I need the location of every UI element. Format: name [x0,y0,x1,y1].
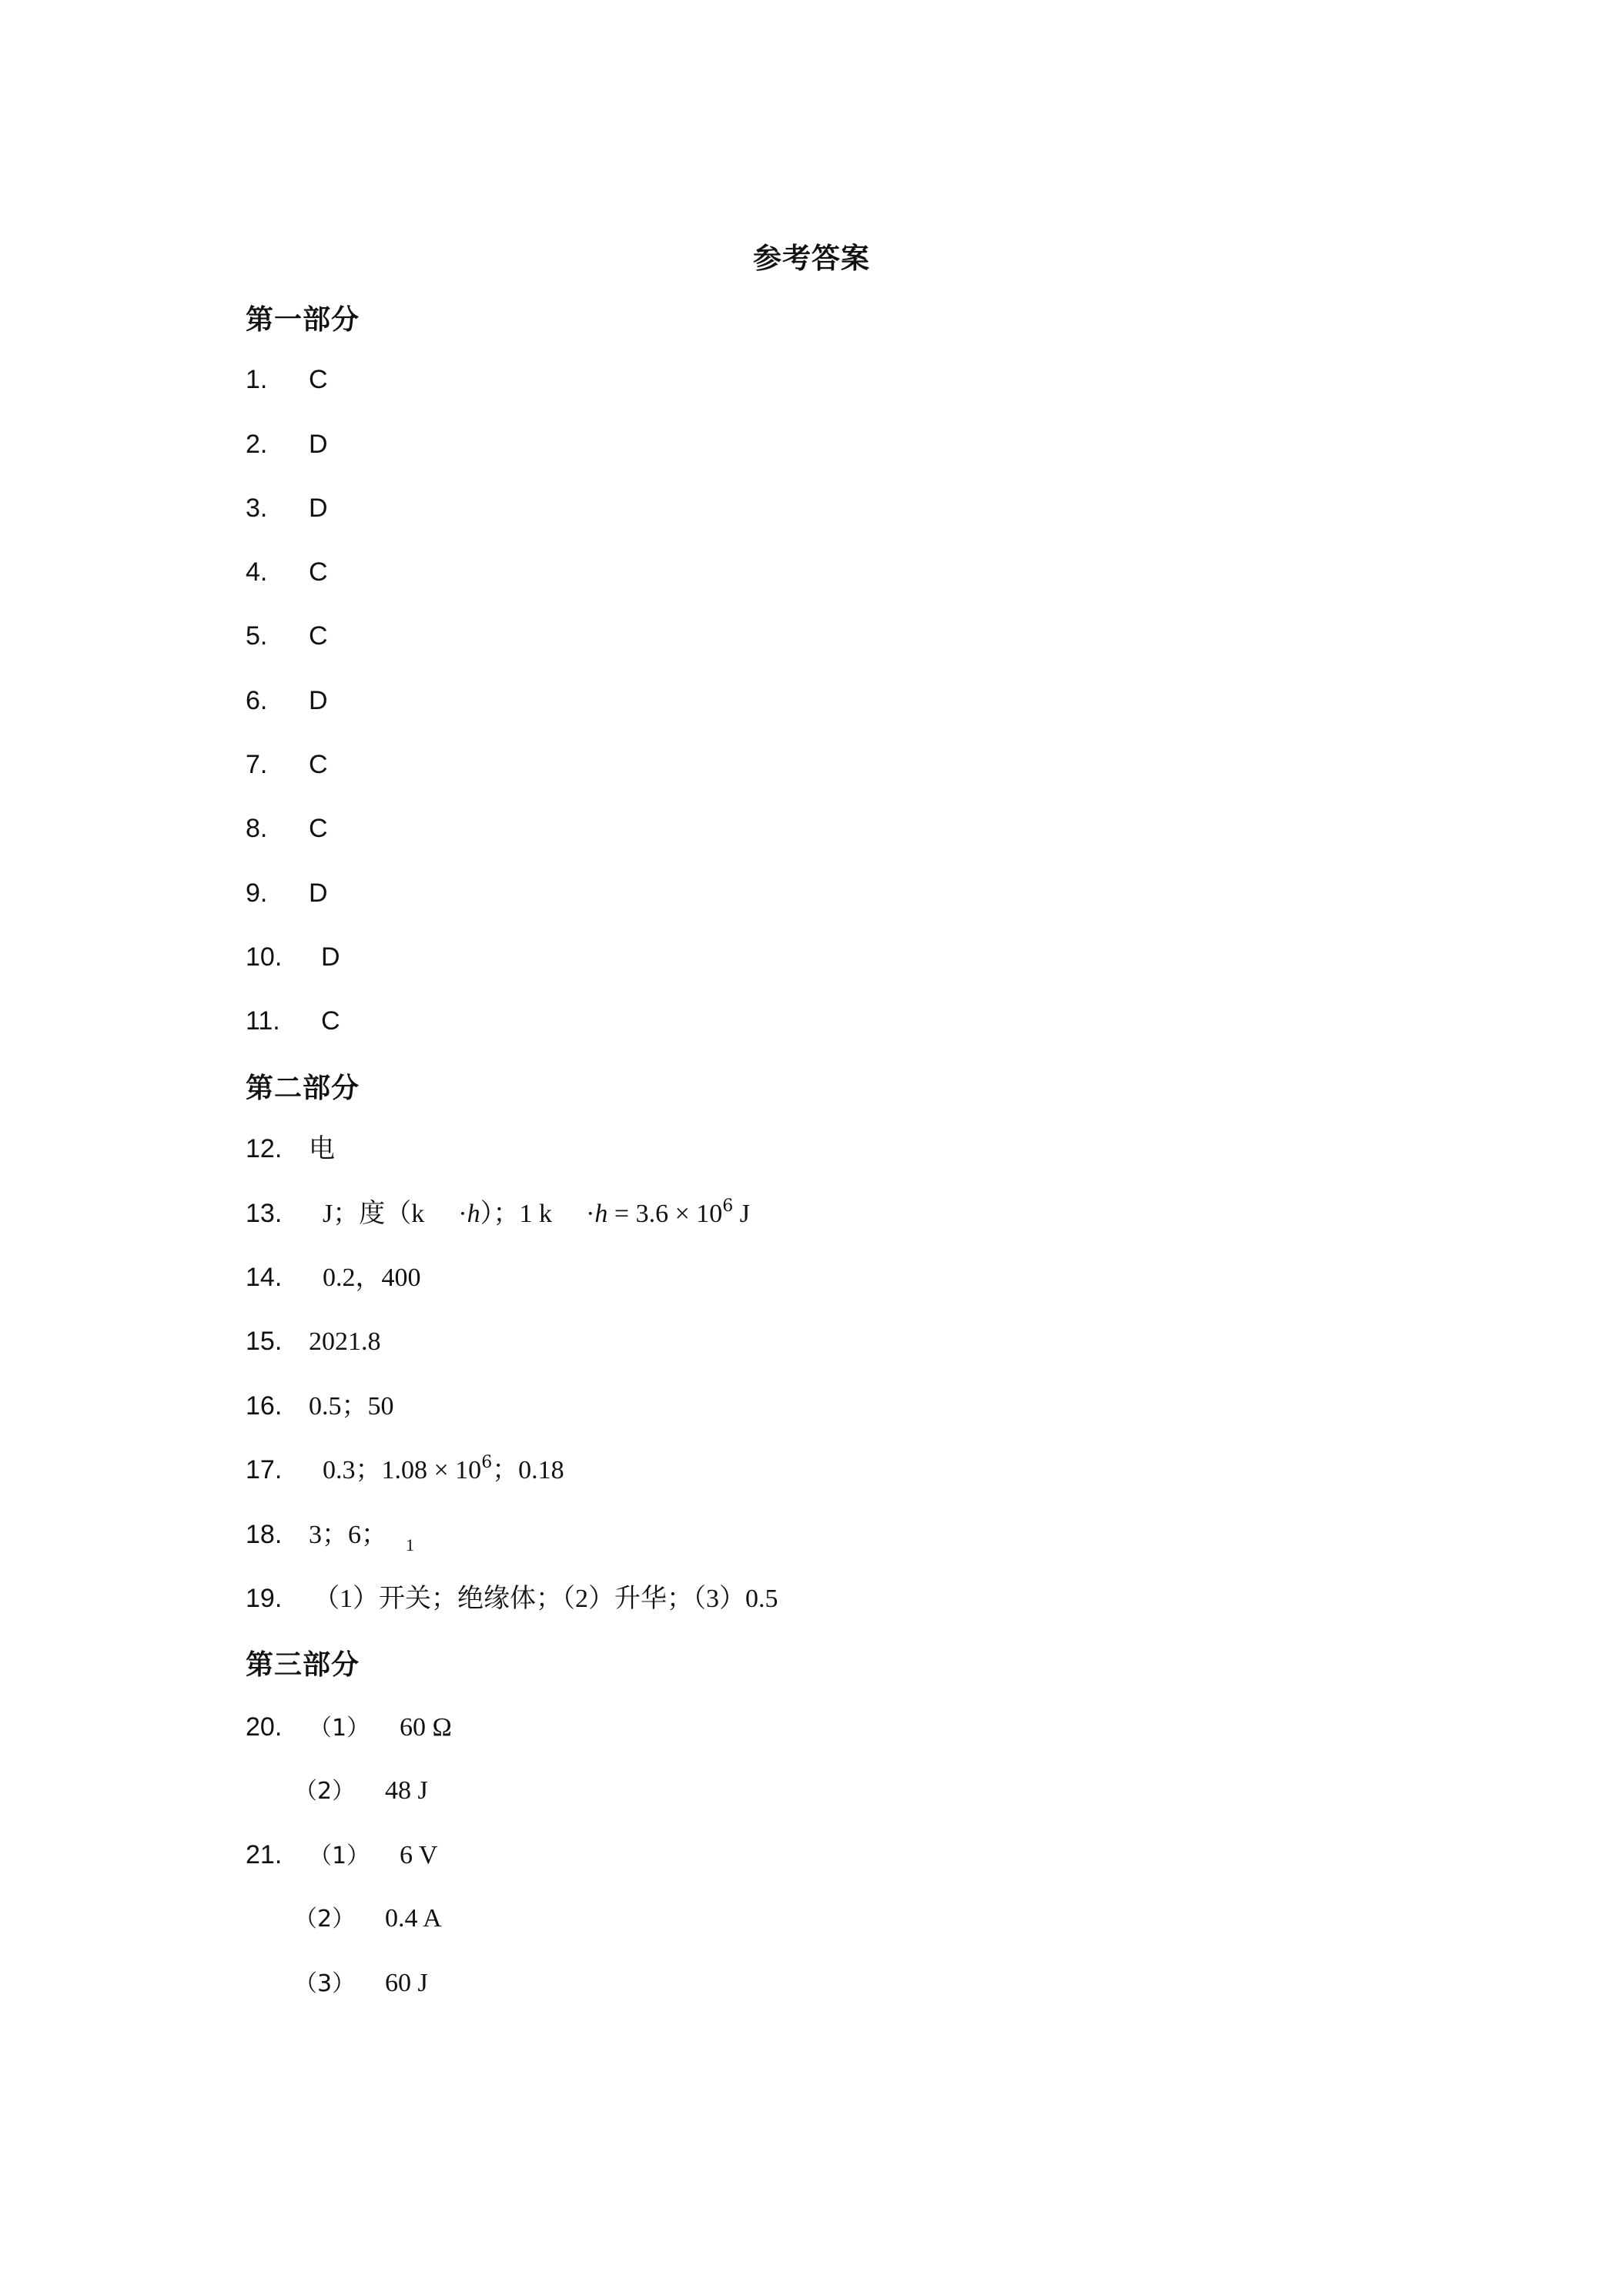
page-title: 参考答案 [753,242,870,275]
answer-row-4 [246,553,328,591]
answer-text: 2021.8 [309,1327,381,1356]
answer-text: 6 V [400,1841,438,1869]
question-number: 8. [246,814,268,843]
answer-text: C [309,621,328,651]
answer-fraction-fragment: 1 [406,1535,414,1555]
answer-exponent: 6 [481,1453,493,1472]
answer-text-part-a: J；度（k [323,1200,425,1228]
question-number: 3. [246,494,268,523]
answer-row-21 [246,1836,437,1874]
answer-dot: · [458,1200,467,1228]
answer-text-part-b: ；0.18 [492,1456,564,1484]
answer-text: C [309,814,328,843]
question-number: 10. [246,942,283,972]
answer-text: 48 J [385,1776,428,1805]
question-number: 17. [246,1455,283,1484]
answer-exponent: 6 [722,1197,734,1216]
answer-text-part-e: = 3.6 × 10 [607,1200,723,1228]
question-number: 2. [246,430,268,459]
answer-row-15 [246,1322,381,1361]
answer-text: C [309,557,328,587]
question-number: 15. [246,1327,283,1356]
answer-row-20 [246,1708,452,1746]
answer-row-7 [246,745,328,784]
answer-text: 0.5；50 [309,1392,394,1421]
answer-dot: · [586,1200,595,1228]
answer-row-16 [246,1387,394,1425]
question-number: 14. [246,1263,283,1292]
answer-text: C [309,750,328,779]
question-number: 12. [246,1134,283,1163]
answer-row-12 [246,1130,335,1168]
answer-row-11 [246,1002,340,1040]
answer-text: 电 [309,1135,335,1163]
answer-row-14 [246,1258,421,1297]
question-number: 7. [246,750,268,779]
answer-row-8 [246,809,328,848]
answer-row-19 [246,1579,778,1618]
answer-text: D [321,942,340,972]
answer-subrow-20-2 [294,1772,428,1810]
question-number: 13. [246,1199,283,1228]
answer-text: C [309,365,328,394]
answer-row-2 [246,425,328,464]
answer-row-13 [246,1194,750,1233]
answer-text: D [309,494,328,523]
answer-text: （1）开关；绝缘体；（2）升华；（3）0.5 [313,1585,778,1613]
answer-subrow-21-3 [294,1964,428,2003]
question-number: 1. [246,365,268,394]
question-number: 4. [246,557,268,587]
answer-row-5 [246,617,328,655]
question-number: 20. [246,1712,283,1742]
section-heading-part3: 第三部分 [246,1649,360,1681]
answer-row-9 [246,874,328,912]
question-number: 6. [246,686,268,715]
answer-text-part-c: ）；1 k [480,1200,553,1228]
answer-text: 0.2，400 [323,1263,421,1292]
sub-question-label: （3） [294,1970,356,1997]
answer-text: 3；6； [309,1521,387,1549]
answer-row-18 [246,1515,414,1554]
answer-text: 60 J [385,1969,428,1997]
answer-row-3 [246,489,328,527]
answer-row-1 [246,360,328,399]
answer-row-10 [246,938,340,976]
answer-subrow-21-2 [294,1899,442,1938]
answer-text: C [321,1006,340,1036]
answer-text: D [309,686,328,715]
answer-symbol-h: h [467,1200,480,1228]
question-number: 5. [246,621,268,651]
sub-question-label: （2） [294,1778,356,1805]
question-number: 21. [246,1840,283,1869]
question-number: 11. [246,1006,280,1036]
answer-text-part-a: 0.3；1.08 × 10 [323,1456,482,1484]
answer-text: 0.4 A [385,1904,442,1933]
answer-text: 60 Ω [400,1713,452,1742]
answer-row-17 [246,1451,564,1489]
sub-question-label: （1） [309,1842,370,1869]
question-number: 16. [246,1391,283,1421]
answer-text: D [309,430,328,459]
section-heading-part2: 第二部分 [246,1073,360,1104]
answer-row-6 [246,681,328,720]
answer-symbol-h: h [594,1200,608,1228]
answer-text: D [309,879,328,908]
section-heading-part1: 第一部分 [246,304,360,336]
answer-text-part-f: J [733,1200,750,1228]
question-number: 18. [246,1520,283,1549]
sub-question-label: （2） [294,1906,356,1933]
question-number: 19. [246,1584,283,1613]
sub-question-label: （1） [309,1715,370,1742]
question-number: 9. [246,879,268,908]
